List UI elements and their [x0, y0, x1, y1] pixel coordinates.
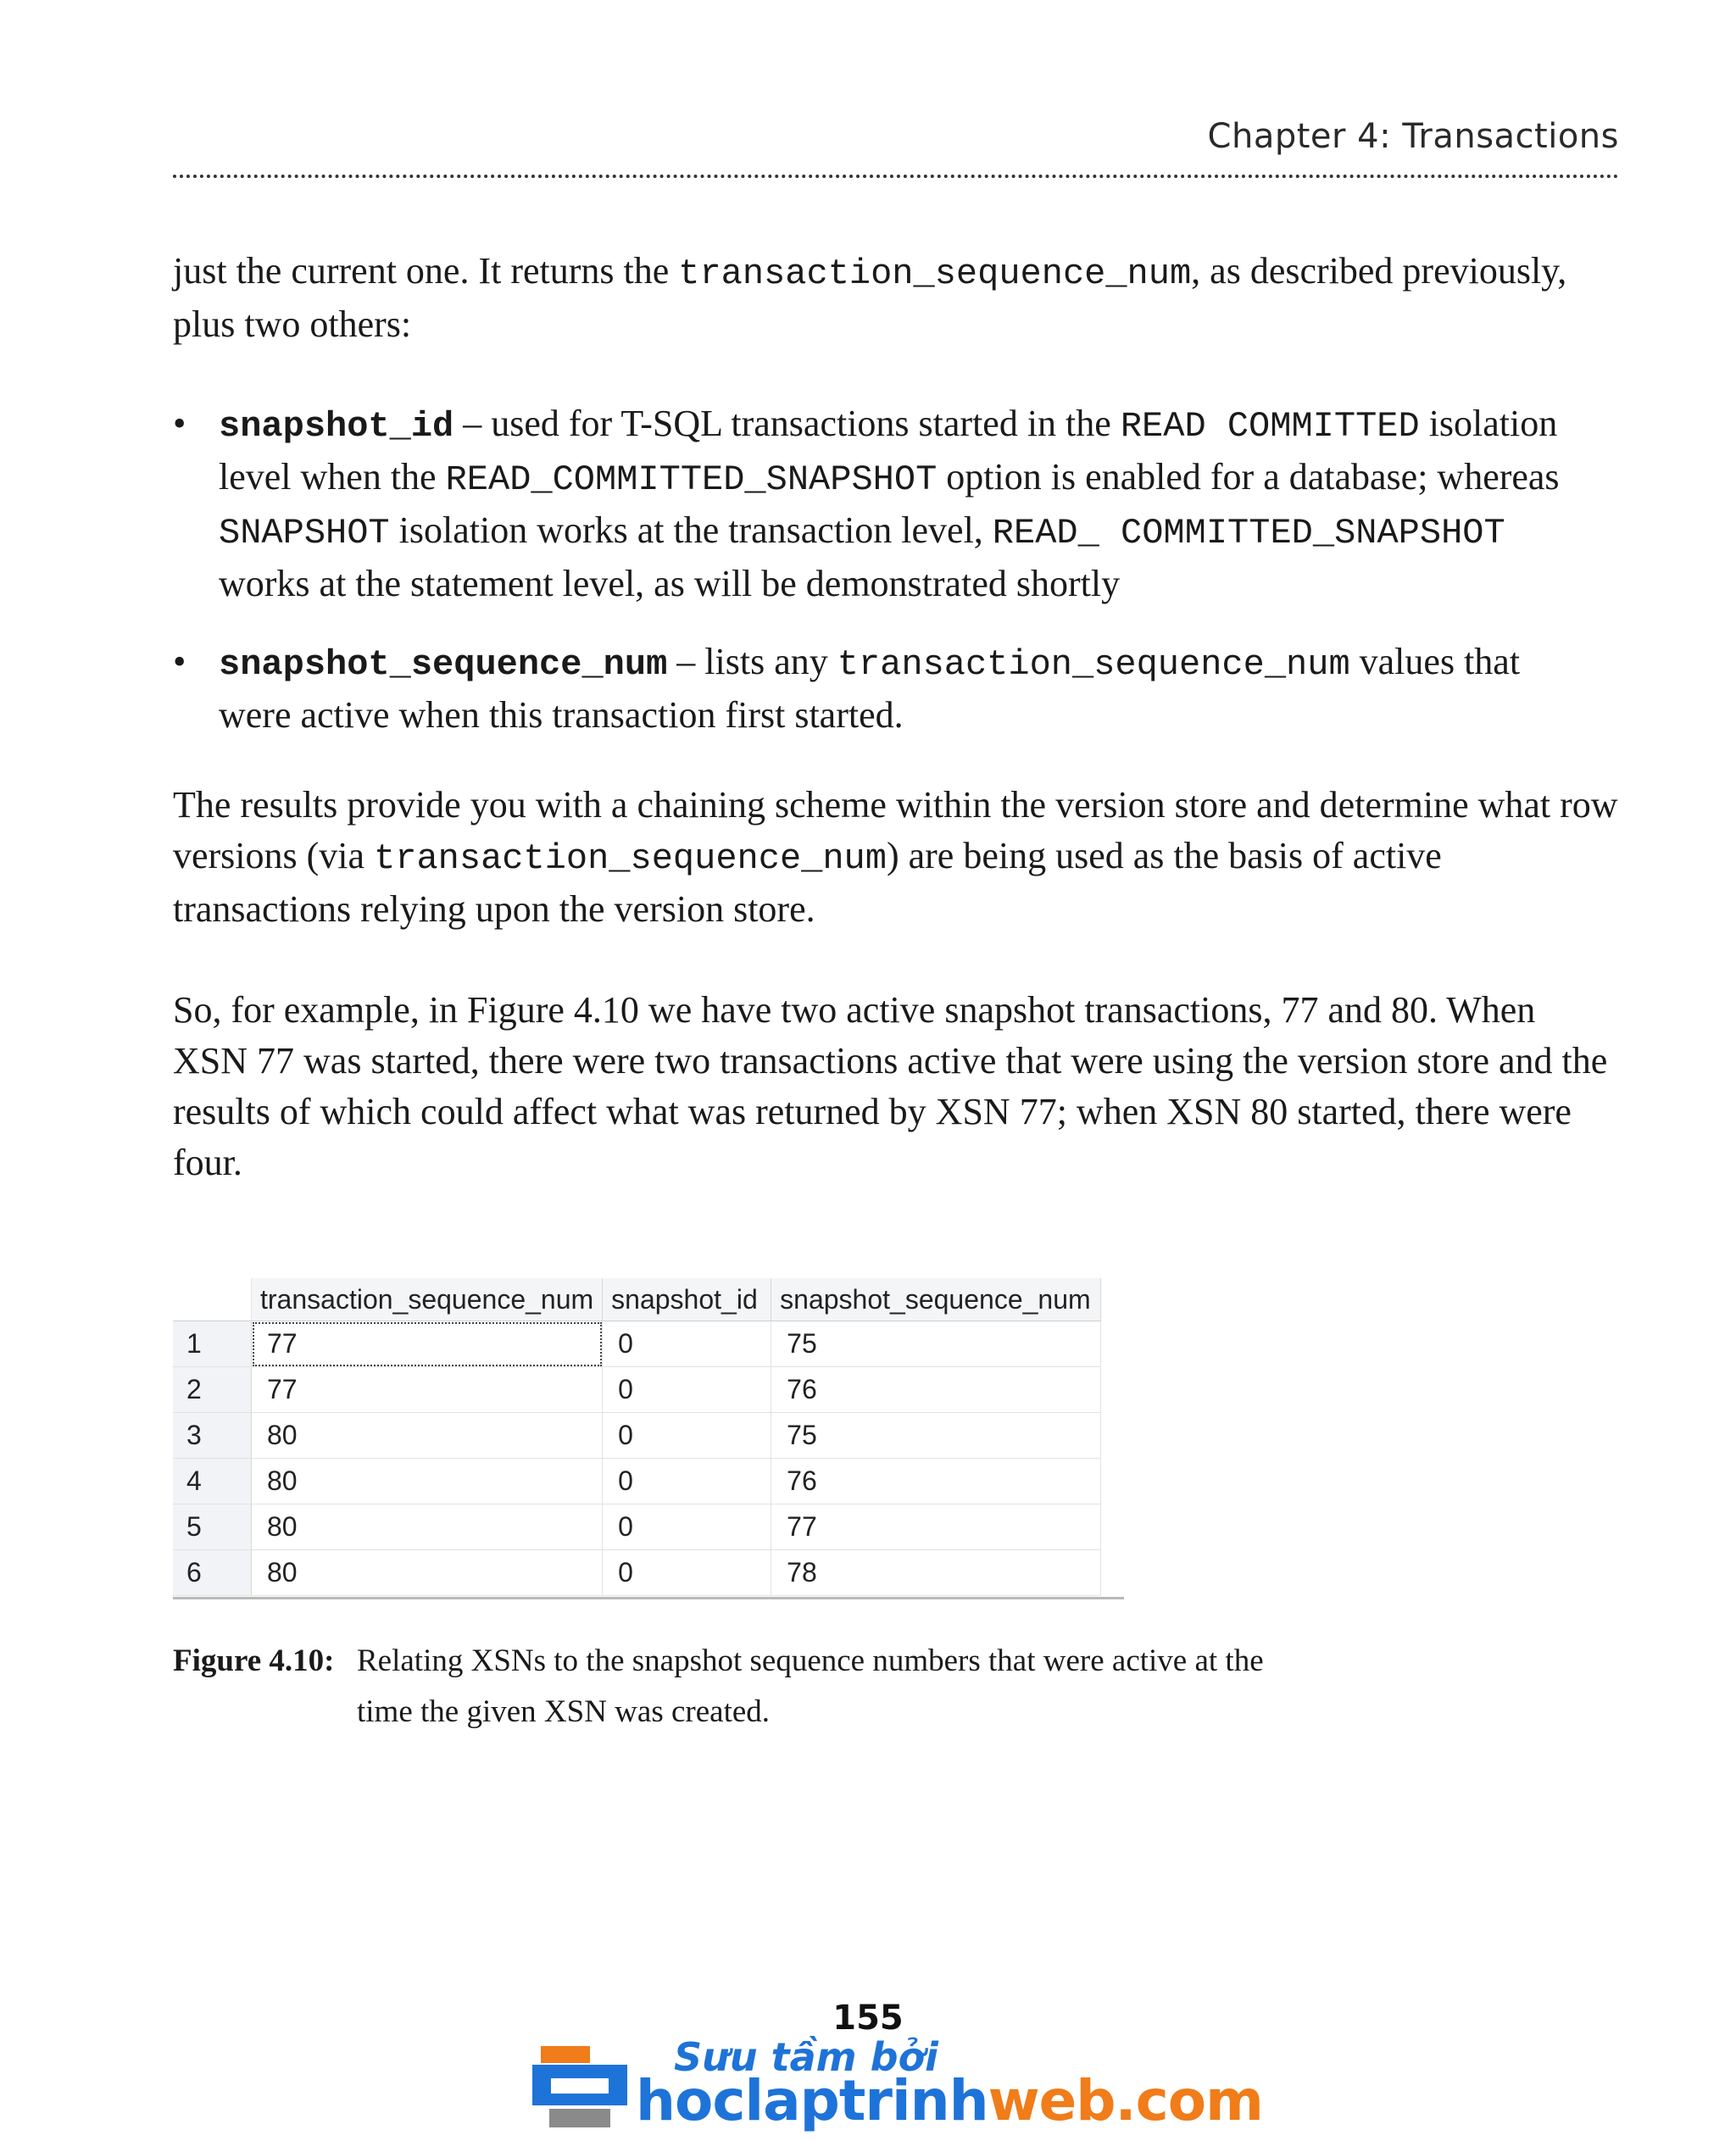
cell-snapshot-sequence-num[interactable]: 75 — [771, 1321, 1101, 1367]
cell-snapshot-id[interactable]: 0 — [603, 1413, 771, 1459]
bullet-icon: • — [173, 641, 186, 682]
intro-paragraph: just the current one. It returns the transaction_sequence_num, as described previously, plus two others: — [173, 250, 1567, 345]
chapter-header: Chapter 4: Transactions — [1207, 117, 1619, 156]
cell-snapshot-id[interactable]: 0 — [603, 1321, 771, 1367]
chaining-paragraph: The results provide you with a chaining scheme within the version store and determine what row versions (via transaction_sequence_num) are being used as the basis of active transactions relying upon the version store. — [173, 784, 1618, 930]
bullet-item-snapshot-sequence-num: • snapshot_sequence_num – lists any transaction_sequence_num values that were active when this transaction first started. — [173, 637, 1597, 741]
grid-header-row — [173, 1278, 1101, 1321]
table-row[interactable] — [173, 1367, 1101, 1413]
table-row[interactable] — [173, 1321, 1101, 1367]
printer-icon — [526, 2039, 636, 2133]
cell-transaction-sequence-num[interactable]: 77 — [252, 1367, 603, 1413]
cell-transaction-sequence-num[interactable]: 80 — [252, 1550, 603, 1596]
header-divider — [173, 175, 1619, 178]
figure-label: Figure 4.10: — [173, 1643, 335, 1678]
cell-snapshot-sequence-num[interactable]: 76 — [771, 1367, 1101, 1413]
table-row[interactable] — [173, 1413, 1101, 1459]
example-paragraph: So, for example, in Figure 4.10 we have two active snapshot transactions, 77 and 80. When XSN 77 was started, there were two transactions active that were using the version store and the results of which could affect what was returned by XSN 77; when XSN 80 started, there were four. — [173, 989, 1608, 1183]
figure-caption-text: Relating XSNs to the snapshot sequence numbers that were active at the time the given XSN was created. — [357, 1643, 1264, 1729]
row-number[interactable]: 2 — [173, 1367, 252, 1413]
row-number[interactable]: 1 — [173, 1321, 252, 1367]
cell-snapshot-id[interactable]: 0 — [603, 1367, 771, 1413]
bullet-icon: • — [173, 403, 186, 444]
watermark-logo — [526, 2034, 1263, 2136]
row-number[interactable]: 5 — [173, 1504, 252, 1550]
table-row[interactable] — [173, 1550, 1101, 1596]
row-number[interactable]: 6 — [173, 1550, 252, 1596]
column-header[interactable]: transaction_sequence_num — [252, 1278, 603, 1321]
cell-snapshot-id[interactable]: 0 — [603, 1504, 771, 1550]
watermark-tagline: Sưu tầm bởi — [674, 2034, 938, 2080]
page-number: 155 — [832, 1999, 904, 2038]
cell-transaction-sequence-num[interactable]: 80 — [252, 1459, 603, 1504]
watermark-site: hoclaptrinhweb.com — [636, 2068, 1263, 2133]
cell-transaction-sequence-num[interactable]: 77 — [252, 1321, 603, 1367]
table-row[interactable] — [173, 1459, 1101, 1504]
results-grid — [173, 1278, 1101, 1596]
cell-snapshot-sequence-num[interactable]: 75 — [771, 1413, 1101, 1459]
figure-caption — [173, 1636, 1275, 1738]
table-row[interactable] — [173, 1504, 1101, 1550]
row-number[interactable]: 4 — [173, 1459, 252, 1504]
cell-transaction-sequence-num[interactable]: 80 — [252, 1413, 603, 1459]
bullet-list — [173, 398, 1597, 741]
grid-bottom-border — [173, 1597, 1124, 1599]
column-header[interactable]: snapshot_sequence_num — [771, 1278, 1101, 1321]
cell-snapshot-sequence-num[interactable]: 77 — [771, 1504, 1101, 1550]
cell-transaction-sequence-num[interactable]: 80 — [252, 1504, 603, 1550]
bullet-item-snapshot-id: • snapshot_id – used for T-SQL transactions started in the READ COMMITTED isolation level when the READ_COMMITTED_SNAPSHOT option is enabled for a database; whereas SNAPSHOT isolation works at the transaction level, READ_ COMMITTED_SNAPSHOT works at the statement level, as will be demonstrated shortly — [173, 398, 1597, 609]
column-header[interactable]: snapshot_id — [603, 1278, 771, 1321]
cell-snapshot-id[interactable]: 0 — [603, 1550, 771, 1596]
cell-snapshot-id[interactable]: 0 — [603, 1459, 771, 1504]
cell-snapshot-sequence-num[interactable]: 76 — [771, 1459, 1101, 1504]
row-number[interactable]: 3 — [173, 1413, 252, 1459]
cell-snapshot-sequence-num[interactable]: 78 — [771, 1550, 1101, 1596]
row-number-header — [173, 1278, 252, 1321]
